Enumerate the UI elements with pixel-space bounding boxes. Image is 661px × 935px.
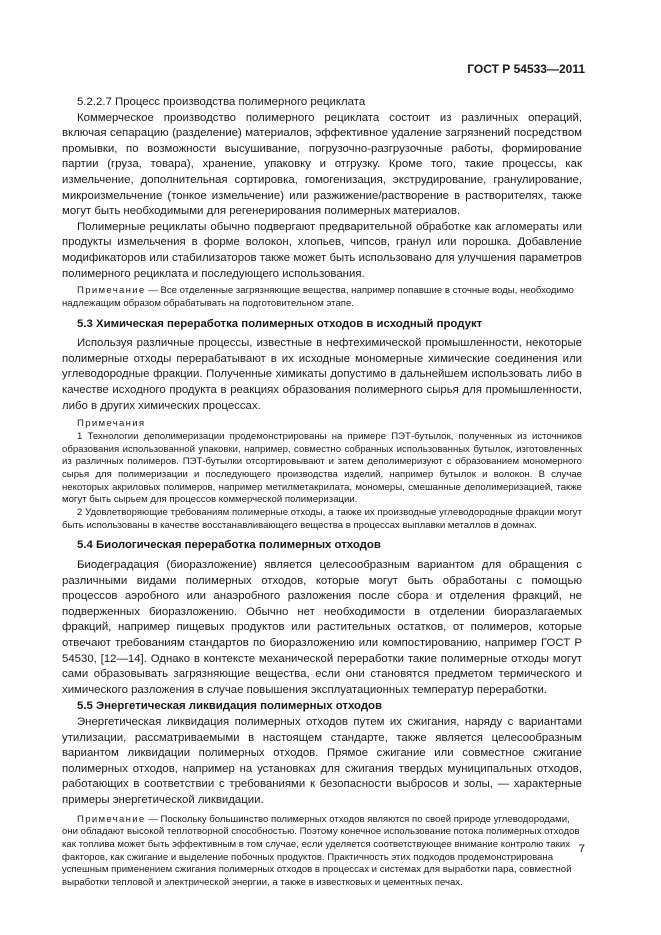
section-heading-5-3: 5.3 Химическая переработка полимерных отходов в исходный продукт <box>77 317 483 330</box>
note-item: 2 Удовлетворяющие требованиям полимерные отходы, а также их производные углеводородные фракции могут быть использованы в качестве восстанавливающего вещества в процессах выплавки металлов в домнах. <box>62 507 582 531</box>
note-label: Примечание <box>77 813 146 825</box>
paragraph: Используя различные процессы, известные в нефтехимической промышленности, некоторые полимерные отходы перерабатывают в их исходные мономерные химические соединения или углеводородные фракции. Полученные химикаты допустимо в дальнейшем использовать либо в качестве исходного продукта в реакциях образования полимерного сырья для промышленности, либо в других химических процессах. <box>62 337 582 412</box>
section-heading-5-5: 5.5 Энергетическая ликвидация полимерных отходов <box>77 700 383 713</box>
page-content <box>62 95 582 890</box>
paragraph: Биодеградация (биоразложение) является целесообразным вариантом для обращения с различными видами полимерных отходов, которые могут быть обработаны с помощью процессов аэробного или анаэробного разложения после сбора и отделения фракций, не подверженных биоразложению. Обычно нет необходимости в отделении биоразлагаемых фракций, например пищевых продуктов или растительных остатков, от полимеров, которые отвечают требованиям стандартов по биоразложению или компостированию, например ГОСТ Р 54530, [12—14]. Однако в контексте механической переработки такие полимерные отходы могут сами образовывать загрязняющие вещества, если они становятся предметом термического и химического разложения в случае повышения эксплуатационных температур переработки. <box>62 559 582 696</box>
note-text: — Все отделенные загрязняющие вещества, например попавшие в сточные воды, необходимо надлежащим образом обрабатывать на подготовительном этапе. <box>62 285 574 309</box>
note <box>62 285 582 310</box>
document-header: ГОСТ Р 54533—2011 <box>467 62 585 76</box>
note-text: — Поскольку большинство полимерных отходов являются по своей природе углеводородами, они обладают высокой теплотворной способностью. Поэтому конечное использование потока полимерных отходов как топлива может быть эффективным в том случае, если уделяется соответствующее внимание контролю таких факторов, как сжигание и выделение побочных продуктов. Практичность этих подходов продемонстрирована успешным применением сжигания полимерных отходов в процессах и системах для выработки пара, совместной выработки тепловой и электрической энергии, а также в известковых и цементных печах. <box>62 813 580 889</box>
note-item: 1 Технологии деполимеризации продемонстрированы на примере ПЭТ-бутылок, полученных из источников образования использованной упаковки, например, совместно собранных использованных бутылок, изготовленных из различных полимеров. ПЭТ-бутылки отсортировывают и затем деполимеризуют с образованием мономерного сырья для полимеризации и последующего производства изделий, например бутылок и волокон. В случае некоторых акриловых полимеров, например метилметакрилата, мономеры, смешанные деполимеризацией, также могут быть сырьем для процессов коммерческой полимеризации. <box>62 430 582 506</box>
section-heading-5-4: 5.4 Биологическая переработка полимерных отходов <box>77 539 381 552</box>
subsection-title-5-2-2-7: 5.2.2.7 Процесс производства полимерного рециклата <box>77 96 366 108</box>
paragraph: Энергетическая ликвидация полимерных отходов путем их сжигания, наряду с вариантами утилизации, рассматриваемыми в настоящем стандарте, также является целесообразным вариантом ликвидации полимерных отходов. Прямое сжигание или совместное сжигание полимерных отходов, например на установках для сжигания твердых муниципальных отходов, работающих в соответствии с требованиями к безопасности выбросов и золы, — характерные примеры энергетической ликвидации. <box>62 715 582 806</box>
paragraph: Коммерческое производство полимерного рециклата состоит из различных операций, включая сепарацию (разделение) материалов, эффективное удаление загрязнений посредством промывки, по возможности высушивание, погрузочно-разгрузочные работы, формирование партии (груза, товара), хранение, упаковку и отгрузку. Кроме того, такие процессы, как измельчение, дополнительная сортировка, гомогенизация, экструдирование, гранулирование, микроизмельчение (тонкое измельчение) или разжижение/растворение в растворителях, также могут быть необходимыми для регенерирования полимерных материалов. <box>62 111 582 218</box>
notes-label: Примечания <box>77 418 146 430</box>
note <box>62 814 582 890</box>
notes-list <box>62 431 582 533</box>
page-number: 7 <box>578 843 585 855</box>
note-label: Примечание <box>77 285 146 297</box>
paragraph: Полимерные рециклаты обычно подвергают предварительной обработке как агломераты или продукты измельчения в форме волокон, хлопьев, чипсов, гранул или порошка. Добавление модификаторов или стабилизаторов также может быть использовано для улучшения параметров полимерного рециклата и последующего использования. <box>62 220 582 280</box>
